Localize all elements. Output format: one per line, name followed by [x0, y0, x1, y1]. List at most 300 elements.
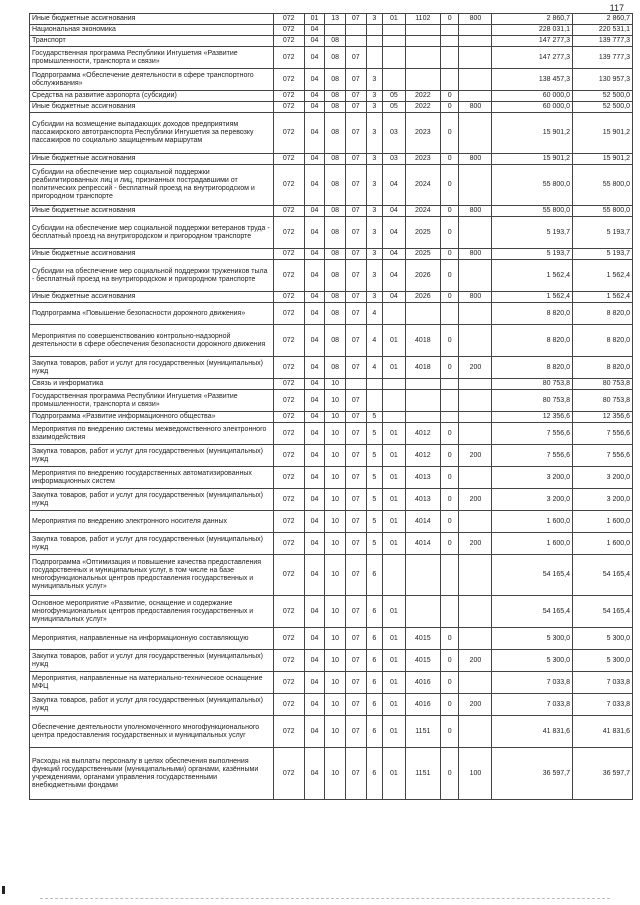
subsection-code: 10 [325, 716, 346, 748]
direction-code: 2023 [405, 113, 440, 154]
table-row [30, 36, 633, 47]
program-code: 07 [345, 596, 366, 628]
event-code [383, 303, 406, 325]
subsection-code: 10 [325, 694, 346, 716]
section-code: 04 [304, 511, 325, 533]
event-code: 04 [383, 260, 406, 292]
subprogram-code: 5 [366, 423, 383, 445]
amount-2016: 5 193,7 [492, 217, 573, 249]
admin-code: 072 [273, 716, 304, 748]
amount-2017: 36 597,7 [573, 748, 633, 800]
direction-code [405, 25, 440, 36]
amount-2016: 54 165,4 [492, 555, 573, 596]
table-row [30, 716, 633, 748]
amount-2017: 15 901,2 [573, 154, 633, 165]
amount-2016: 147 277,3 [492, 36, 573, 47]
amount-2016: 36 597,7 [492, 748, 573, 800]
amount-2016: 41 831,6 [492, 716, 573, 748]
expense-type-code [459, 165, 492, 206]
subsection-code: 08 [325, 47, 346, 69]
event-code: 05 [383, 91, 406, 102]
extra-code: 0 [440, 260, 459, 292]
program-code [345, 379, 366, 390]
expense-type-code: 800 [459, 14, 492, 25]
table-row [30, 249, 633, 260]
amount-2017: 3 200,0 [573, 489, 633, 511]
direction-code [405, 412, 440, 423]
direction-code: 4016 [405, 672, 440, 694]
extra-code: 0 [440, 716, 459, 748]
subprogram-code: 3 [366, 69, 383, 91]
subsection-code: 08 [325, 165, 346, 206]
section-code: 04 [304, 357, 325, 379]
expense-type-code [459, 91, 492, 102]
program-code: 07 [345, 511, 366, 533]
table-row [30, 555, 633, 596]
admin-code: 072 [273, 412, 304, 423]
extra-code: 0 [440, 91, 459, 102]
subprogram-code: 6 [366, 748, 383, 800]
extra-code: 0 [440, 206, 459, 217]
extra-code: 0 [440, 14, 459, 25]
row-name: Закупка товаров, работ и услуг для государственных (муниципальных) нужд [30, 694, 274, 716]
subprogram-code: 4 [366, 357, 383, 379]
admin-code: 072 [273, 390, 304, 412]
subsection-code: 10 [325, 423, 346, 445]
amount-2017: 2 860,7 [573, 14, 633, 25]
extra-code: 0 [440, 533, 459, 555]
amount-2016: 7 556,6 [492, 423, 573, 445]
table-row [30, 292, 633, 303]
section-code: 04 [304, 154, 325, 165]
row-name: Мероприятия, направленные на информационную составляющую [30, 628, 274, 650]
direction-code: 4012 [405, 445, 440, 467]
amount-2016: 1 562,4 [492, 292, 573, 303]
section-code: 04 [304, 206, 325, 217]
row-name: Мероприятия по внедрению государственных автоматизированных информационных систем [30, 467, 274, 489]
event-code: 01 [383, 357, 406, 379]
amount-2017: 80 753,8 [573, 390, 633, 412]
subsection-code: 08 [325, 249, 346, 260]
amount-2016: 8 820,0 [492, 325, 573, 357]
program-code: 07 [345, 748, 366, 800]
subsection-code: 08 [325, 36, 346, 47]
direction-code: 2024 [405, 165, 440, 206]
section-code: 04 [304, 672, 325, 694]
direction-code: 4016 [405, 694, 440, 716]
event-code: 01 [383, 672, 406, 694]
amount-2017: 1 600,0 [573, 511, 633, 533]
expense-type-code: 800 [459, 292, 492, 303]
section-code: 04 [304, 489, 325, 511]
direction-code: 2025 [405, 249, 440, 260]
expense-type-code [459, 716, 492, 748]
section-code: 04 [304, 260, 325, 292]
direction-code: 4015 [405, 650, 440, 672]
direction-code: 2022 [405, 91, 440, 102]
table-row [30, 650, 633, 672]
table-row [30, 379, 633, 390]
admin-code: 072 [273, 445, 304, 467]
event-code: 03 [383, 154, 406, 165]
expense-type-code [459, 47, 492, 69]
scan-mark [2, 886, 5, 894]
subsection-code: 08 [325, 303, 346, 325]
subprogram-code: 3 [366, 260, 383, 292]
section-code: 04 [304, 423, 325, 445]
program-code [345, 25, 366, 36]
event-code [383, 555, 406, 596]
subsection-code: 10 [325, 379, 346, 390]
table-row [30, 217, 633, 249]
expense-type-code [459, 25, 492, 36]
amount-2016: 55 800,0 [492, 206, 573, 217]
event-code: 01 [383, 650, 406, 672]
extra-code: 0 [440, 489, 459, 511]
subsection-code: 10 [325, 650, 346, 672]
subsection-code: 10 [325, 445, 346, 467]
program-code: 07 [345, 628, 366, 650]
subprogram-code: 5 [366, 511, 383, 533]
extra-code: 0 [440, 423, 459, 445]
section-code: 04 [304, 69, 325, 91]
event-code: 01 [383, 489, 406, 511]
expense-type-code [459, 36, 492, 47]
direction-code: 1151 [405, 716, 440, 748]
subsection-code: 08 [325, 154, 346, 165]
subprogram-code: 5 [366, 412, 383, 423]
subsection-code: 08 [325, 102, 346, 113]
admin-code: 072 [273, 36, 304, 47]
amount-2016: 7 033,8 [492, 672, 573, 694]
table-row [30, 694, 633, 716]
table-row [30, 69, 633, 91]
program-code: 07 [345, 102, 366, 113]
amount-2017: 139 777,3 [573, 36, 633, 47]
row-name: Мероприятия по внедрению системы межведомственного электронного взаимодействия [30, 423, 274, 445]
subprogram-code: 5 [366, 533, 383, 555]
program-code: 07 [345, 217, 366, 249]
section-code: 04 [304, 628, 325, 650]
event-code: 01 [383, 628, 406, 650]
subsection-code: 10 [325, 672, 346, 694]
section-code: 04 [304, 25, 325, 36]
amount-2016: 5 300,0 [492, 628, 573, 650]
table-row [30, 91, 633, 102]
extra-code [440, 47, 459, 69]
expense-type-code [459, 260, 492, 292]
amount-2016: 80 753,8 [492, 379, 573, 390]
table-row [30, 165, 633, 206]
admin-code: 072 [273, 748, 304, 800]
amount-2017: 139 777,3 [573, 47, 633, 69]
expense-type-code: 200 [459, 489, 492, 511]
section-code: 04 [304, 47, 325, 69]
extra-code: 0 [440, 694, 459, 716]
subsection-code: 10 [325, 467, 346, 489]
admin-code: 072 [273, 154, 304, 165]
subsection-code: 10 [325, 628, 346, 650]
expense-type-code [459, 379, 492, 390]
expense-type-code [459, 628, 492, 650]
admin-code: 072 [273, 650, 304, 672]
amount-2017: 80 753,8 [573, 379, 633, 390]
table-row [30, 206, 633, 217]
event-code: 04 [383, 292, 406, 303]
row-name: Подпрограмма «Развитие информационного общества» [30, 412, 274, 423]
amount-2017: 7 556,6 [573, 445, 633, 467]
table-row [30, 672, 633, 694]
direction-code: 4012 [405, 423, 440, 445]
subprogram-code: 4 [366, 303, 383, 325]
row-name: Связь и информатика [30, 379, 274, 390]
subprogram-code: 3 [366, 292, 383, 303]
amount-2017: 15 901,2 [573, 113, 633, 154]
event-code: 03 [383, 113, 406, 154]
amount-2016: 1 562,4 [492, 260, 573, 292]
row-name: Субсидии на обеспечение мер социальной поддержки ветеранов труда - бесплатный проезд на внутригородском и пригородном транспорте [30, 217, 274, 249]
table-row [30, 511, 633, 533]
admin-code: 072 [273, 165, 304, 206]
program-code: 07 [345, 165, 366, 206]
program-code: 07 [345, 154, 366, 165]
subsection-code: 10 [325, 555, 346, 596]
subsection-code: 10 [325, 748, 346, 800]
program-code: 07 [345, 694, 366, 716]
table-row [30, 303, 633, 325]
subsection-code: 08 [325, 113, 346, 154]
extra-code: 0 [440, 292, 459, 303]
subprogram-code: 4 [366, 325, 383, 357]
expense-type-code: 200 [459, 694, 492, 716]
direction-code: 4013 [405, 467, 440, 489]
amount-2016: 147 277,3 [492, 47, 573, 69]
program-code: 07 [345, 325, 366, 357]
program-code: 07 [345, 47, 366, 69]
amount-2017: 12 356,6 [573, 412, 633, 423]
amount-2017: 52 500,0 [573, 91, 633, 102]
program-code: 07 [345, 249, 366, 260]
table-row [30, 25, 633, 36]
expense-type-code: 800 [459, 206, 492, 217]
direction-code: 4014 [405, 533, 440, 555]
subprogram-code: 3 [366, 91, 383, 102]
table-row [30, 489, 633, 511]
event-code: 01 [383, 748, 406, 800]
row-name: Иные бюджетные ассигнования [30, 292, 274, 303]
row-name: Закупка товаров, работ и услуг для государственных (муниципальных) нужд [30, 357, 274, 379]
admin-code: 072 [273, 217, 304, 249]
amount-2017: 5 193,7 [573, 217, 633, 249]
subsection-code: 08 [325, 206, 346, 217]
row-name: Мероприятия, направленные на материально-техническое оснащение МФЦ [30, 672, 274, 694]
subprogram-code: 6 [366, 555, 383, 596]
expense-type-code [459, 69, 492, 91]
row-name: Иные бюджетные ассигнования [30, 14, 274, 25]
subprogram-code: 6 [366, 596, 383, 628]
program-code [345, 36, 366, 47]
direction-code: 4018 [405, 357, 440, 379]
table-row [30, 14, 633, 25]
row-name: Иные бюджетные ассигнования [30, 102, 274, 113]
extra-code: 0 [440, 628, 459, 650]
amount-2016: 7 033,8 [492, 694, 573, 716]
budget-table [29, 13, 633, 800]
amount-2016: 55 800,0 [492, 165, 573, 206]
amount-2016: 60 000,0 [492, 102, 573, 113]
event-code [383, 36, 406, 47]
extra-code [440, 555, 459, 596]
program-code: 07 [345, 412, 366, 423]
section-code: 04 [304, 467, 325, 489]
event-code: 04 [383, 165, 406, 206]
admin-code: 072 [273, 260, 304, 292]
section-code: 04 [304, 113, 325, 154]
program-code: 07 [345, 555, 366, 596]
program-code: 07 [345, 650, 366, 672]
program-code: 07 [345, 113, 366, 154]
subsection-code: 13 [325, 14, 346, 25]
row-name: Подпрограмма «Обеспечение деятельности в сфере транспортного обслуживания» [30, 69, 274, 91]
subprogram-code: 6 [366, 650, 383, 672]
section-code: 04 [304, 102, 325, 113]
event-code: 05 [383, 102, 406, 113]
event-code: 04 [383, 206, 406, 217]
amount-2016: 54 165,4 [492, 596, 573, 628]
subprogram-code [366, 47, 383, 69]
admin-code: 072 [273, 533, 304, 555]
expense-type-code: 800 [459, 154, 492, 165]
amount-2016: 3 200,0 [492, 489, 573, 511]
admin-code: 072 [273, 596, 304, 628]
amount-2017: 130 957,3 [573, 69, 633, 91]
event-code: 01 [383, 14, 406, 25]
extra-code: 0 [440, 165, 459, 206]
program-code: 07 [345, 91, 366, 102]
section-code: 04 [304, 165, 325, 206]
direction-code: 4014 [405, 511, 440, 533]
subprogram-code: 3 [366, 154, 383, 165]
event-code [383, 47, 406, 69]
amount-2017: 8 820,0 [573, 325, 633, 357]
row-name: Закупка товаров, работ и услуг для государственных (муниципальных) нужд [30, 445, 274, 467]
extra-code [440, 303, 459, 325]
expense-type-code [459, 511, 492, 533]
program-code: 07 [345, 69, 366, 91]
subprogram-code [366, 379, 383, 390]
subsection-code: 10 [325, 412, 346, 423]
amount-2017: 7 033,8 [573, 694, 633, 716]
amount-2016: 12 356,6 [492, 412, 573, 423]
amount-2016: 2 860,7 [492, 14, 573, 25]
admin-code: 072 [273, 14, 304, 25]
expense-type-code: 200 [459, 533, 492, 555]
admin-code: 072 [273, 357, 304, 379]
program-code: 07 [345, 357, 366, 379]
program-code: 07 [345, 423, 366, 445]
extra-code [440, 69, 459, 91]
amount-2017: 1 562,4 [573, 292, 633, 303]
row-name: Иные бюджетные ассигнования [30, 249, 274, 260]
event-code: 01 [383, 423, 406, 445]
amount-2016: 7 556,6 [492, 445, 573, 467]
subprogram-code [366, 36, 383, 47]
amount-2016: 1 600,0 [492, 533, 573, 555]
table-row [30, 47, 633, 69]
admin-code: 072 [273, 292, 304, 303]
subsection-code: 10 [325, 533, 346, 555]
event-code: 01 [383, 694, 406, 716]
expense-type-code [459, 217, 492, 249]
extra-code: 0 [440, 325, 459, 357]
expense-type-code [459, 467, 492, 489]
amount-2016: 8 820,0 [492, 357, 573, 379]
amount-2017: 5 193,7 [573, 249, 633, 260]
amount-2016: 60 000,0 [492, 91, 573, 102]
table-row [30, 325, 633, 357]
event-code [383, 69, 406, 91]
subprogram-code: 3 [366, 113, 383, 154]
subsection-code: 08 [325, 357, 346, 379]
section-code: 04 [304, 555, 325, 596]
direction-code [405, 69, 440, 91]
table-row [30, 467, 633, 489]
event-code [383, 379, 406, 390]
subsection-code: 08 [325, 260, 346, 292]
section-code: 04 [304, 249, 325, 260]
amount-2016: 80 753,8 [492, 390, 573, 412]
section-code: 04 [304, 379, 325, 390]
section-code: 04 [304, 533, 325, 555]
subprogram-code: 6 [366, 628, 383, 650]
admin-code: 072 [273, 325, 304, 357]
extra-code: 0 [440, 672, 459, 694]
table-row [30, 628, 633, 650]
event-code: 04 [383, 249, 406, 260]
section-code: 04 [304, 445, 325, 467]
admin-code: 072 [273, 113, 304, 154]
subprogram-code: 3 [366, 206, 383, 217]
subprogram-code: 3 [366, 102, 383, 113]
extra-code [440, 36, 459, 47]
row-name: Государственная программа Республики Ингушетия «Развитие промышленности, транспорта и связи» [30, 47, 274, 69]
row-name: Средства на развитие аэропорта (субсидии) [30, 91, 274, 102]
expense-type-code [459, 555, 492, 596]
table-row [30, 260, 633, 292]
extra-code: 0 [440, 650, 459, 672]
amount-2017: 55 800,0 [573, 206, 633, 217]
amount-2017: 54 165,4 [573, 596, 633, 628]
amount-2016: 15 901,2 [492, 154, 573, 165]
amount-2016: 138 457,3 [492, 69, 573, 91]
event-code [383, 412, 406, 423]
program-code: 07 [345, 206, 366, 217]
section-code: 04 [304, 412, 325, 423]
extra-code: 0 [440, 113, 459, 154]
direction-code [405, 303, 440, 325]
row-name: Обеспечение деятельности уполномоченного многофункционального центра предоставления государственных и муниципальных услуг [30, 716, 274, 748]
amount-2017: 1 562,4 [573, 260, 633, 292]
expense-type-code [459, 412, 492, 423]
table-row [30, 445, 633, 467]
event-code: 01 [383, 533, 406, 555]
amount-2017: 41 831,6 [573, 716, 633, 748]
admin-code: 072 [273, 206, 304, 217]
amount-2017: 54 165,4 [573, 555, 633, 596]
direction-code [405, 379, 440, 390]
expense-type-code: 200 [459, 357, 492, 379]
admin-code: 072 [273, 379, 304, 390]
